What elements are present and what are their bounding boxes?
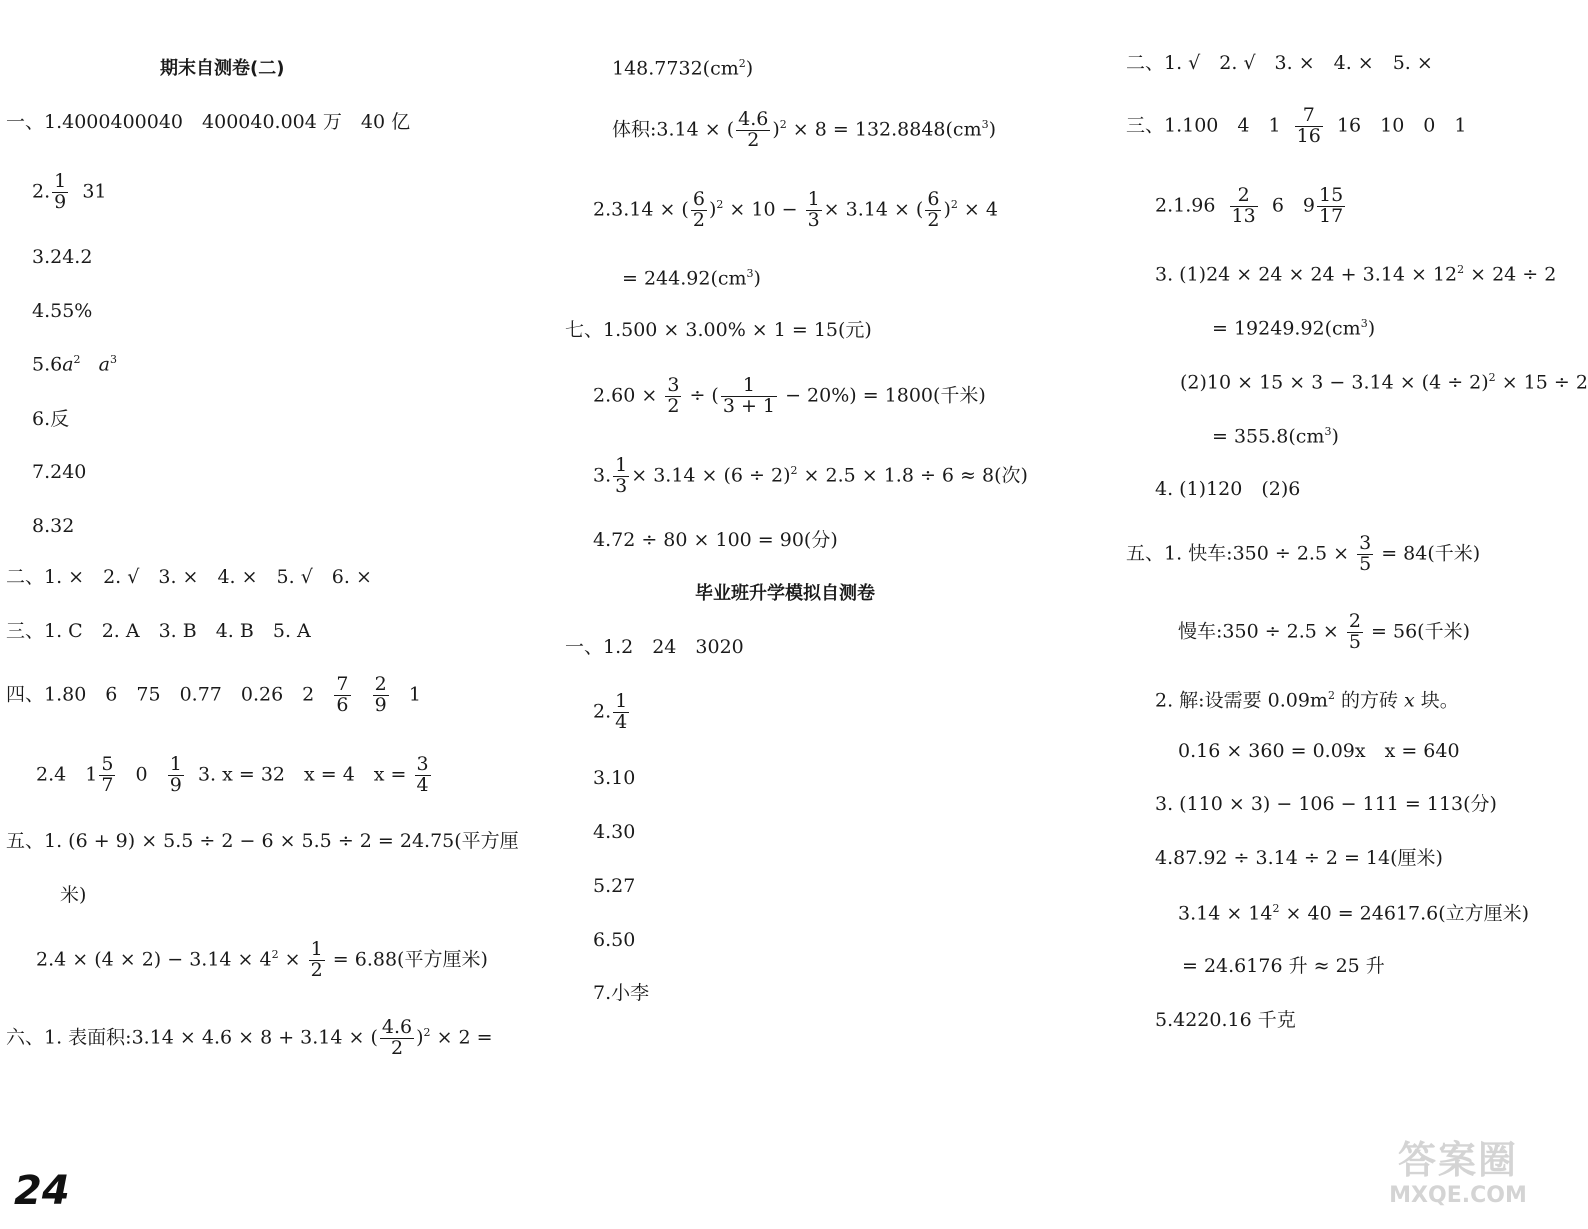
- denominator: 16: [1296, 124, 1321, 147]
- numerator: 4.6: [738, 108, 769, 130]
- result: × 8 = 132.8848(cm: [786, 118, 982, 141]
- result: × 2.5 × 1.8 ÷ 6 ≈ 8(次): [797, 464, 1028, 487]
- left-answer-1-7: 7.240: [32, 461, 87, 483]
- mid-b-answer-1-5: 5.27: [593, 875, 636, 897]
- right-section-5-1b: [1178, 612, 1470, 653]
- denominator: 2: [692, 208, 705, 231]
- mid-line-1: [612, 58, 753, 78]
- denominator: 9: [169, 773, 182, 796]
- left-section-6-1: [6, 1018, 493, 1059]
- numerator: 1: [169, 753, 182, 775]
- numerator: 6: [927, 188, 940, 210]
- exponent: 3: [1324, 425, 1332, 438]
- fraction: [1347, 612, 1363, 653]
- left-section-3: 三、1. C 2. A 3. B 4. B 5. A: [6, 620, 311, 642]
- fraction: [736, 110, 770, 151]
- op: × 4: [957, 198, 998, 221]
- mid-b-answer-1-6: 6.50: [593, 929, 636, 951]
- result: = 6.88(平方厘米): [332, 948, 488, 971]
- right-section-5-4c: = 24.6176 升 ≈ 25 升: [1182, 955, 1385, 977]
- left-section-2: 二、1. × 2. √ 3. × 4. × 5. √ 6. ×: [6, 566, 372, 588]
- paren: ): [1331, 425, 1339, 448]
- exponent: 2: [423, 1026, 431, 1040]
- text: 的方砖: [1334, 689, 1405, 712]
- expr: 六、1. 表面积:3.14 × 4.6 × 8 + 3.14 × (: [6, 1026, 378, 1049]
- right-section-2: 二、1. √ 2. √ 3. × 4. × 5. ×: [1126, 52, 1433, 74]
- expr: 3. (1)24 × 24 × 24 + 3.14 × 12: [1155, 263, 1458, 286]
- numerator: 3: [667, 374, 680, 396]
- numerator: 4.6: [381, 1016, 413, 1038]
- mid-result: [622, 268, 761, 288]
- denominator: 4: [615, 710, 628, 733]
- mid-b-answer-1-1: 一、1.2 24 3020: [565, 636, 744, 658]
- result: = 56(千米): [1371, 620, 1470, 643]
- text: 2. 解:设需要 0.09m: [1155, 689, 1328, 712]
- paren: ): [708, 198, 717, 221]
- right-section-3-1: [1126, 106, 1466, 147]
- denominator: 2: [667, 394, 680, 417]
- right-section-5-2b: 0.16 × 360 = 0.09x x = 640: [1178, 740, 1460, 762]
- value: 0: [135, 763, 148, 786]
- expr: 五、1. 快车:350 ÷ 2.5 ×: [1126, 542, 1350, 565]
- watermark-line-1: 答案圈: [1397, 1138, 1518, 1182]
- label: 2.: [593, 700, 612, 723]
- mid-b-answer-1-7: 7.小李: [593, 982, 650, 1004]
- values: 6 9: [1271, 194, 1315, 217]
- exponent: 3: [110, 353, 117, 366]
- denominator: 7: [101, 773, 114, 796]
- fraction: [373, 675, 389, 716]
- fraction: [309, 940, 325, 981]
- numerator: 1: [54, 170, 67, 192]
- fraction: [665, 376, 681, 417]
- fraction: [806, 190, 822, 231]
- right-section-5-5: 5.4220.16 千克: [1155, 1009, 1296, 1031]
- numerator: 3: [416, 753, 429, 775]
- fraction: [99, 755, 115, 796]
- exponent: 2: [1488, 371, 1496, 384]
- numerator: 2: [374, 673, 387, 695]
- result: × 40 = 24617.6(立方厘米): [1279, 902, 1530, 925]
- right-section-3-2: [1155, 186, 1347, 227]
- values: 三、1.100 4 1: [1126, 114, 1281, 137]
- fraction: [1317, 186, 1345, 227]
- right-section-5-3: 3. (110 × 3) − 106 − 111 = 113(分): [1155, 793, 1497, 815]
- numerator: 5: [101, 753, 114, 775]
- denominator: 3: [615, 474, 628, 497]
- denominator: 9: [374, 693, 387, 716]
- expr: × 15 ÷ 2: [1495, 371, 1588, 394]
- exponent: 2: [738, 57, 746, 70]
- op: × 10 −: [723, 198, 798, 221]
- value: 1: [408, 683, 421, 706]
- fraction: [334, 675, 350, 716]
- right-section-3-3b: [1212, 318, 1375, 338]
- left-section-5-1-cont: 米): [60, 884, 87, 906]
- mid-section-7-2: [593, 376, 986, 417]
- fraction: [415, 755, 431, 796]
- paren: ): [753, 267, 761, 290]
- numerator: 1: [615, 690, 628, 712]
- text: 块。: [1414, 689, 1459, 712]
- expr: 2.3.14 × (: [593, 198, 689, 221]
- numerator: 2: [1230, 186, 1258, 207]
- denominator: 2: [390, 1036, 404, 1059]
- exponent: 2: [271, 948, 279, 962]
- numerator: 7: [336, 673, 349, 695]
- fraction: [613, 456, 629, 497]
- expr: 体积:3.14 × (: [612, 118, 735, 141]
- denominator: 3 + 1: [722, 394, 776, 417]
- fraction: [52, 172, 68, 213]
- denominator: 2: [310, 958, 323, 981]
- exponent: 2: [779, 118, 787, 132]
- denominator: 5: [1348, 630, 1361, 653]
- mid-section-7-3: [593, 456, 1028, 497]
- exponent: 2: [790, 464, 798, 478]
- result: − 20%) = 1800(千米): [785, 384, 986, 407]
- fraction: [1295, 106, 1323, 147]
- denominator: 3: [807, 208, 820, 231]
- fraction: [925, 190, 941, 231]
- value: = 244.92(cm: [622, 267, 747, 290]
- fraction: [168, 755, 184, 796]
- left-answer-1-1: 一、1.4000400040 400040.004 万 40 亿: [6, 111, 411, 133]
- fraction: [613, 692, 629, 733]
- paren: ): [988, 118, 997, 141]
- numerator: 1: [615, 454, 628, 476]
- mid-section-title: 毕业班升学模拟自测卷: [695, 583, 875, 604]
- denominator: 6: [336, 693, 349, 716]
- op: × 3.14 × (: [823, 198, 924, 221]
- exponent: 2: [1457, 263, 1465, 276]
- exponent: 2: [716, 198, 724, 212]
- left-answer-1-4: 4.55%: [32, 300, 93, 322]
- expr: (2)10 × 15 × 3 − 3.14 × (4 ÷ 2): [1180, 371, 1489, 394]
- value: = 19249.92(cm: [1212, 317, 1361, 340]
- mid-b-answer-1-4: 4.30: [593, 821, 636, 843]
- left-answer-1-6: 6.反: [32, 408, 70, 430]
- var-a: a: [98, 353, 110, 376]
- denominator: 9: [54, 190, 67, 213]
- result: = 84(千米): [1381, 542, 1481, 565]
- left-section-5-2: [36, 940, 488, 981]
- left-answer-1-3: 3.24.2: [32, 246, 93, 268]
- numerator: 3: [1359, 532, 1372, 554]
- result: × 2 =: [430, 1026, 493, 1049]
- expr: 2.4 × (4 × 2) − 3.14 × 4: [36, 948, 272, 971]
- mid-section-7-4: 4.72 ÷ 80 × 100 = 90(分): [593, 529, 838, 551]
- values: 16 10 0 1: [1336, 114, 1467, 137]
- exponent: 3: [981, 118, 989, 132]
- right-section-3-3c: [1180, 372, 1588, 392]
- right-section-5-4b: [1178, 903, 1529, 923]
- exponent: 3: [1360, 317, 1368, 330]
- value: 148.7732(cm: [612, 57, 739, 80]
- expr: 慢车:350 ÷ 2.5 ×: [1178, 620, 1339, 643]
- exponent: 2: [1272, 902, 1280, 915]
- var-a: a: [62, 353, 74, 376]
- denominator: 2: [747, 128, 760, 151]
- left-answer-1-2: [32, 172, 107, 213]
- op: ÷ (: [689, 384, 719, 407]
- label: 2.: [32, 180, 51, 203]
- denominator: 17: [1319, 204, 1344, 227]
- mid-volume: [612, 110, 996, 151]
- value: 31: [82, 180, 107, 203]
- fraction: [1230, 186, 1258, 227]
- numerator: 1: [807, 188, 820, 210]
- paren: ): [416, 1026, 424, 1049]
- label: 3.: [593, 464, 612, 487]
- mid-b-answer-1-3: 3.10: [593, 767, 636, 789]
- expr: 3.14 × 14: [1178, 902, 1273, 925]
- expr: × 24 ÷ 2: [1464, 263, 1557, 286]
- expr: × 3.14 × (6 ÷ 2): [631, 464, 791, 487]
- numerator: 6: [692, 188, 705, 210]
- mid-section-7-1: 七、1.500 × 3.00% × 1 = 15(元): [565, 319, 872, 341]
- denominator: 5: [1359, 552, 1372, 575]
- label: 四、1.80 6 75 0.77 0.26 2: [6, 683, 315, 706]
- left-section-4-1: [6, 675, 421, 716]
- equation: 3. x = 32 x = 4 x =: [197, 763, 407, 786]
- fraction: [380, 1018, 414, 1059]
- fraction: [721, 376, 777, 417]
- values: 2.1.96: [1155, 194, 1216, 217]
- numerator: 7: [1295, 106, 1323, 127]
- exponent: 2: [950, 198, 958, 212]
- denominator: 2: [927, 208, 940, 231]
- page-number: 24: [14, 1168, 70, 1214]
- left-answer-1-5: [32, 354, 117, 374]
- mid-answer-6-2: [593, 190, 998, 231]
- numerator: 1: [721, 376, 777, 397]
- paren: ): [772, 118, 780, 141]
- exponent: 2: [73, 353, 81, 366]
- mid-b-answer-1-2: [593, 692, 631, 733]
- paren: ): [1367, 317, 1376, 340]
- op: ×: [278, 948, 301, 971]
- numerator: 2: [1348, 610, 1361, 632]
- left-section-5-1: 五、1. (6 + 9) × 5.5 ÷ 2 − 6 × 5.5 ÷ 2 = 24.75(平方厘: [6, 830, 519, 852]
- exponent: 2: [1327, 689, 1335, 702]
- fraction: [1357, 534, 1373, 575]
- right-section-3-4: 4. (1)120 (2)6: [1155, 478, 1301, 500]
- exponent: 3: [746, 267, 754, 280]
- numerator: 15: [1319, 184, 1344, 206]
- watermark-line-2: MXQE.COM: [1389, 1183, 1527, 1208]
- paren: ): [943, 198, 951, 221]
- right-section-3-3d: [1212, 426, 1339, 446]
- value: = 355.8(cm: [1212, 425, 1325, 448]
- numerator: 1: [310, 938, 323, 960]
- expr: 2.60 ×: [593, 384, 658, 407]
- var-x: x: [1404, 689, 1415, 712]
- left-answer-1-8: 8.32: [32, 515, 75, 537]
- paren: ): [745, 57, 754, 80]
- right-section-5-4a: 4.87.92 ÷ 3.14 ÷ 2 = 14(厘米): [1155, 847, 1443, 869]
- label: 5.6: [32, 353, 63, 376]
- denominator: 13: [1231, 204, 1256, 227]
- left-section-4-2: [36, 755, 433, 796]
- fraction: [691, 190, 707, 231]
- right-section-5-1: [1126, 534, 1480, 575]
- denominator: 4: [416, 773, 429, 796]
- label: 2.4 1: [36, 763, 98, 786]
- right-section-3-3a: [1155, 264, 1556, 284]
- left-section-title: 期末自测卷(二): [160, 58, 285, 79]
- watermark-logo: [1388, 1138, 1528, 1220]
- right-section-5-2a: [1155, 690, 1459, 710]
